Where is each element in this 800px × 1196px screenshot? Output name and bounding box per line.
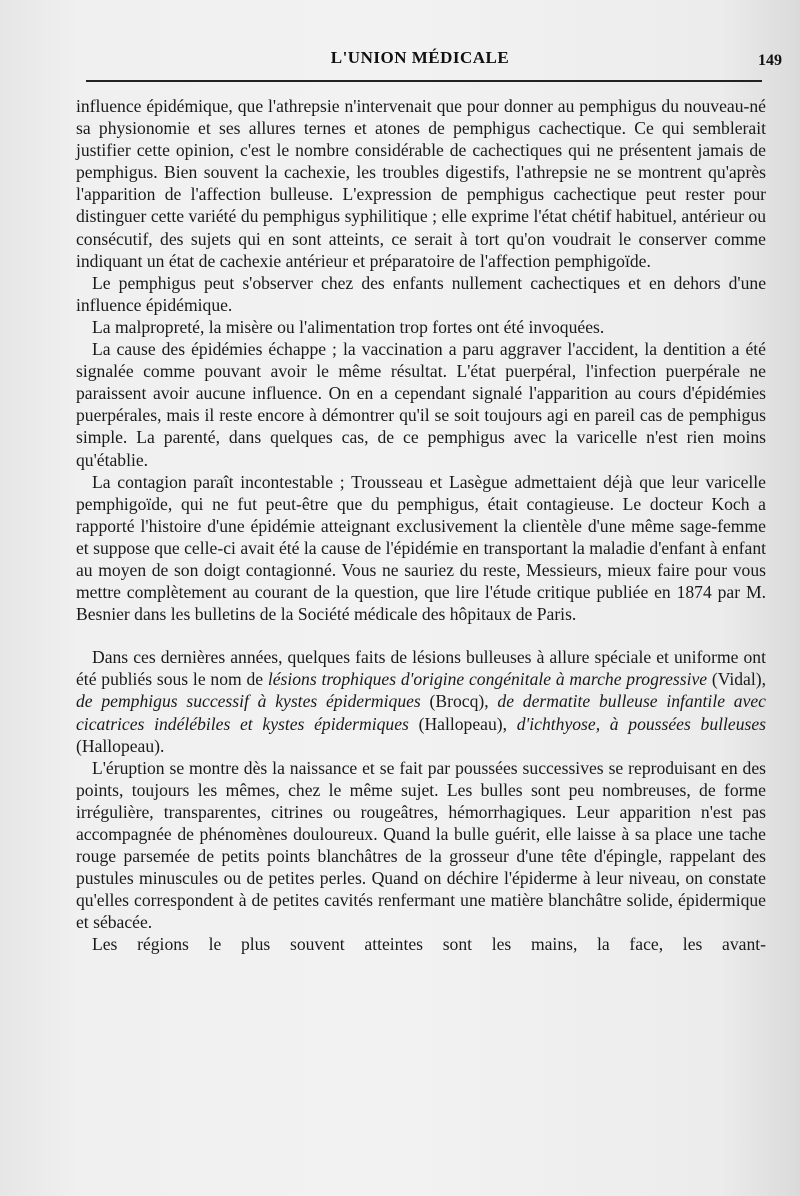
paragraph-eruption: L'éruption se montre dès la naissance et se fait par poussées successives se reproduisant en des points, toujours les mêmes, chez le même sujet. Les bulles sont peu nombreuses, de forme irrégulière, transparentes, citrines ou rougeâtres, hémorrhagiques. Leur apparition n'est pas accompagnée de phénomènes douloureux. Quand la bulle guérit, elle laisse à sa place une tache rouge parsemée de petits points blanchâtres de la grosseur d'une tête d'épingle, rappelant des pustules minuscules ou de petites perles. Quand on déchire l'épiderme à leur niveau, on constate qu'elles correspondent à de petites cavités renfermant une matière blanchâtre solide, épidermique et sébacée. (76, 757, 766, 933)
header-rule (86, 80, 762, 82)
italic-term-brocq: de pemphigus successif à kystes épidermiques (76, 691, 421, 712)
paragraph-contagion: La contagion paraît incontestable ; Trousseau et Lasègue admettaient déjà que leur varicelle pemphigoïde, qui ne fut peut-être que du pemphigus, était contagieuse. Le docteur Koch a rapporté l'histoire d'une épidémie atteignant exclusivement la clientèle d'une même sage-femme et suppose que celle-ci avait été la cause de l'épidémie en transportant la maladie d'enfant à enfant au moyen de son doigt contagionné. Vous ne sauriez du reste, Messieurs, mieux faire pour vous mettre complètement au courant de la question, que lire l'étude critique publiée en 1874 par M. Besnier dans les bulletins de la Société médicale des hôpitaux de Paris. (76, 471, 766, 625)
paragraph-causes: La malpropreté, la misère ou l'alimentation trop fortes ont été invoquées. (92, 316, 605, 337)
text-run: (Brocq), (420, 691, 498, 712)
italic-term-hallopeau-2: d'ichthyose, à poussées bulleuses (516, 713, 767, 734)
paragraph-non-cachectic: Le pemphigus peut s'observer chez des enfants nullement cachectiques et en dehors d'une influence épidémique. (76, 272, 766, 315)
text-run: (Hallopeau). (76, 735, 165, 756)
body-text (76, 95, 766, 956)
text-run: (Vidal), (707, 669, 767, 690)
paragraph-recent-cases (76, 646, 766, 756)
italic-term-hallopeau-1: de dermatite bulleuse infantile avec cicatrices indélébiles et kystes épidermiques (76, 691, 766, 734)
page-number: 149 (758, 52, 782, 69)
text-run: Dans ces dernières années, quelques faits de lésions bulleuses à allure spéciale et uniforme ont été publiés sous le nom de (76, 647, 766, 690)
paragraph-epidemics: La cause des épidémies échappe ; la vaccination a paru aggraver l'accident, la dentition a été signalée comme pouvant avoir le même résultat. L'état puerpéral, l'infection puerpérale ne paraissent avoir aucune influence. On en a cependant signalé l'apparition au cours d'épidémies puerpérales, mais il reste encore à démontrer qu'il se soit toujours agi en pareil cas de pemphigus simple. La parenté, dans quelques cas, de ce pemphigus avec la varicelle n'est rien moins qu'établie. (76, 339, 766, 470)
italic-term-vidal: lésions trophiques d'origine congénitale à marche progressive (267, 669, 708, 690)
text-run: (Hallopeau), (408, 713, 517, 734)
running-head (80, 44, 782, 74)
paragraph-regions: Les régions le plus souvent atteintes sont les mains, la face, les avant- (92, 934, 766, 955)
paragraph-athrepsie: influence épidémique, que l'athrepsie n'intervenait que pour donner au pemphigus du nouveau-né sa physionomie et ses allures ternes et atones de pemphigus cachectique. Ce qui semblerait justifier cette opinion, c'est le nombre considérable de cachectiques qui ne présentent jamais de pemphigus. Bien souvent la cachexie, les troubles digestifs, l'athrepsie ne se montrent qu'après l'apparition de l'affection bulleuse. L'expression de pemphigus cachectique peut rester pour distinguer cette variété du pemphigus syphilitique ; elle exprime l'état chétif habituel, antérieur ou consécutif, des sujets qui en sont atteints, ce serait à tort qu'on voudrait le conserver comme indiquant un état de cachexie antérieur et préparatoire de l'affection pemphigoïde. (76, 96, 766, 271)
running-title: L'UNION MÉDICALE (330, 48, 510, 67)
